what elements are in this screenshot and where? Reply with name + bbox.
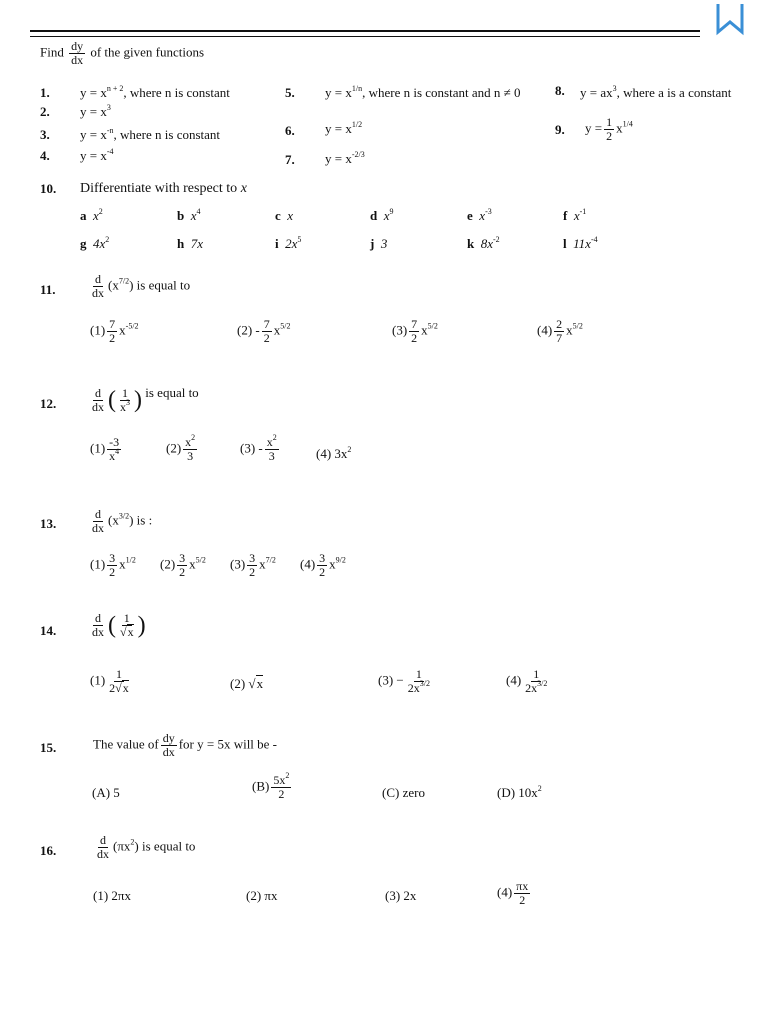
question-16-text: $\frac{d}{dx}$ $(\pi x^2)$ is equal to bbox=[97, 833, 196, 861]
section-heading: Find $\frac{dy}{dx}$ of the given functions bbox=[40, 39, 205, 67]
question-16-option-3[interactable]: (3) 2x bbox=[385, 888, 417, 903]
question-16-option-4[interactable]: (4) $\frac{\pi x}{2}$ bbox=[497, 879, 529, 907]
question-4: 4. bbox=[40, 148, 50, 163]
question-10-item-g: g $4x^2$ bbox=[80, 235, 110, 251]
question-16-option-1[interactable]: (1) 2πx bbox=[93, 888, 131, 903]
question-15-option-b[interactable]: (B) $\frac{5x^2}{2}$ bbox=[252, 771, 290, 801]
question-14-text: $\frac{d}{dx}$ ( $\frac{1}{√x}$ ) bbox=[92, 611, 146, 639]
question-1: 1. bbox=[40, 85, 50, 100]
question-10-item-l: l $11x^{-4}$ bbox=[563, 235, 598, 251]
question-10-item-k: k $8x^{-2}$ bbox=[467, 235, 500, 251]
question-2-text: $y = x^3$ bbox=[80, 103, 111, 119]
question-9: 9. bbox=[555, 122, 565, 137]
question-11-option-1[interactable]: (1) $\frac{7}{2}$ $x^{-5/2}$ bbox=[90, 317, 139, 345]
bookmark-icon[interactable] bbox=[712, 2, 748, 36]
question-8: 8. bbox=[555, 83, 565, 98]
question-12-option-2[interactable]: (2) $\frac{x^2}{3}$ bbox=[166, 433, 196, 463]
question-10: 10. bbox=[40, 181, 57, 196]
question-8-text: $y = ax^3$, where a is a constant bbox=[580, 84, 732, 100]
question-4-text: $y = x^{-4}$ bbox=[80, 147, 114, 163]
question-10-text: Differentiate with respect to x bbox=[80, 181, 247, 196]
question-15-text: The value of $\frac{dy}{dx}$ for y = 5x will be - bbox=[93, 731, 278, 759]
question-3-text: $y = x^{-n}$, where n is constant bbox=[80, 126, 221, 142]
question-10-item-c: c x bbox=[275, 208, 294, 223]
question-13-option-4[interactable]: (4) $\frac{3}{2}$ $x^{9/2}$ bbox=[300, 551, 346, 579]
question-5-text: $y = x^{1/n}$, where n is constant and n ≠ 0 bbox=[325, 84, 521, 100]
header-rule-thin bbox=[30, 36, 700, 37]
question-10-item-d: d $x^9$ bbox=[370, 207, 394, 223]
question-9-text: y = $\frac{1}{2}$ $x^{1/4}$ bbox=[585, 115, 633, 143]
question-14: 14. bbox=[40, 623, 57, 638]
question-14-option-1[interactable]: (1) $\frac{1}{2√x}$ bbox=[90, 667, 129, 695]
question-13-text: $\frac{d}{dx}$ $(x^{3/2})$ is : bbox=[92, 507, 153, 535]
question-11-option-4[interactable]: (4) $\frac{2}{7}$ $x^{5/2}$ bbox=[537, 317, 583, 345]
question-10-item-j: j 3 bbox=[370, 236, 388, 251]
question-13-option-2[interactable]: (2) $\frac{3}{2}$ $x^{5/2}$ bbox=[160, 551, 206, 579]
header-rule-thick bbox=[30, 30, 700, 32]
question-10-item-f: f $x^{-1}$ bbox=[563, 207, 587, 223]
question-6-text: $y = x^{1/2}$ bbox=[325, 120, 363, 136]
question-12: 12. bbox=[40, 396, 57, 411]
question-11: 11. bbox=[40, 282, 56, 297]
question-7-text: $y = x^{-2/3}$ bbox=[325, 150, 365, 166]
question-10-item-a: a $x^2$ bbox=[80, 207, 103, 223]
question-13: 13. bbox=[40, 516, 57, 531]
question-14-option-4[interactable]: (4) $\frac{1}{2x^{3/2}}$ bbox=[506, 667, 548, 695]
question-11-text: $\frac{d}{dx}$ $(x^{7/2})$ is equal to bbox=[92, 272, 191, 300]
question-7: 7. bbox=[285, 152, 295, 167]
question-12-option-1[interactable]: (1) $\frac{-3}{x^4}$ bbox=[90, 435, 120, 463]
question-3: 3. bbox=[40, 127, 50, 142]
question-1-text: $y = x^{n + 2}$, where n is constant bbox=[80, 84, 230, 100]
question-16: 16. bbox=[40, 843, 57, 858]
question-12-text: $\frac{d}{dx}$ ( $\frac{1}{x^3}$ ) is equal to bbox=[92, 385, 199, 414]
question-13-option-3[interactable]: (3) $\frac{3}{2}$ $x^{7/2}$ bbox=[230, 551, 276, 579]
question-12-option-4[interactable]: (4) $3x^2$ bbox=[316, 445, 352, 461]
question-10-item-b: b $x^4$ bbox=[177, 207, 201, 223]
question-14-option-3[interactable]: (3) − $\frac{1}{2x^{3/2}}$ bbox=[378, 667, 430, 695]
question-10-item-h: h 7x bbox=[177, 236, 204, 251]
dy-dx-fraction: $\frac{dy}{dx}$ bbox=[71, 39, 84, 67]
question-5: 5. bbox=[285, 85, 295, 100]
question-14-option-2[interactable]: (2) √x bbox=[230, 676, 264, 691]
question-16-option-2[interactable]: (2) πx bbox=[246, 888, 278, 903]
question-15-option-a[interactable]: (A) 5 bbox=[92, 785, 120, 800]
question-2: 2. bbox=[40, 104, 50, 119]
question-11-option-2[interactable]: (2) - $\frac{7}{2}$ $x^{5/2}$ bbox=[237, 317, 291, 345]
question-6: 6. bbox=[285, 123, 295, 138]
question-15: 15. bbox=[40, 740, 57, 755]
question-13-option-1[interactable]: (1) $\frac{3}{2}$ $x^{1/2}$ bbox=[90, 551, 136, 579]
question-15-option-c[interactable]: (C) zero bbox=[382, 785, 425, 800]
question-15-option-d[interactable]: (D) $10x^2$ bbox=[497, 784, 542, 800]
question-10-item-i: i $2x^5$ bbox=[275, 235, 302, 251]
question-11-option-3[interactable]: (3) $\frac{7}{2}$ $x^{5/2}$ bbox=[392, 317, 438, 345]
question-12-option-3[interactable]: (3) - $\frac{x^2}{3}$ bbox=[240, 433, 277, 463]
question-10-item-e: e $x^{-3}$ bbox=[467, 207, 492, 223]
